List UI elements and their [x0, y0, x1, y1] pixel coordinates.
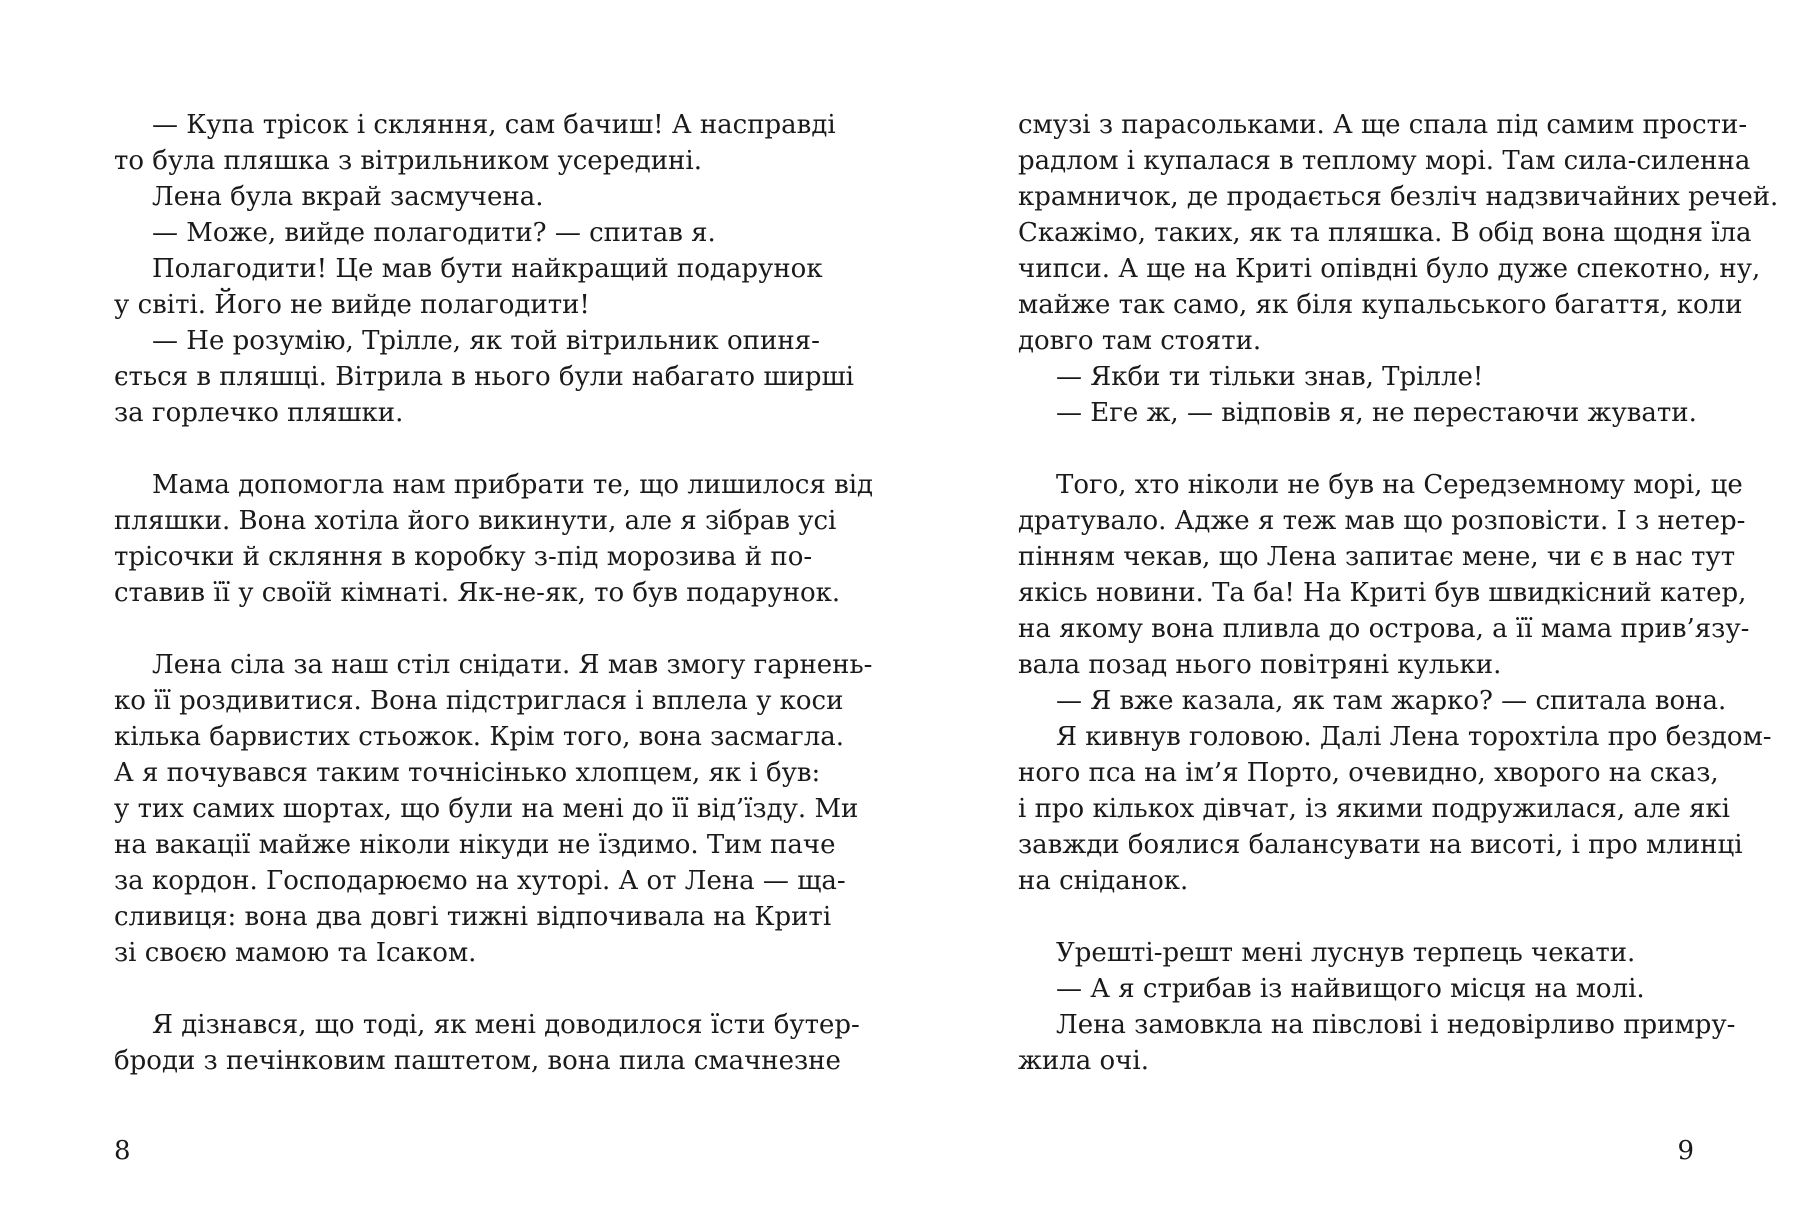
text-line: зі своєю мамою та Ісаком.	[114, 938, 477, 968]
text-line: на сніданок.	[1018, 866, 1189, 896]
text-line: кілька барвистих стьожок. Крім того, вона засмагла.	[114, 722, 844, 752]
text-line: дратувало. Адже я теж мав що розповісти. І з нетер-	[1018, 506, 1746, 536]
text-line: ставив її у своїй кімнаті. Як-не-як, то був подарунок.	[114, 578, 841, 608]
text-line: крамничок, де продається безліч надзвичайних речей.	[1018, 182, 1779, 212]
text-line: смузі з парасольками. А ще спала під самим прости-	[1018, 110, 1748, 140]
text-line: на вакації майже ніколи нікуди не їздимо. Тим паче	[114, 830, 836, 860]
left-page-text	[114, 107, 874, 1079]
text-line: — Купа трісок і скляння, сам бачиш! А насправді	[152, 110, 836, 140]
text-line: — А я стрибав із найвищого місця на молі.	[1056, 974, 1645, 1004]
text-line: у тих самих шортах, що були на мені до її від’їзду. Ми	[114, 794, 859, 824]
text-line: Полагодити! Це мав бути найкращий подарунок	[152, 254, 823, 284]
page-number: 9	[1677, 1136, 1694, 1166]
text-line: — Може, вийде полагодити? — спитав я.	[152, 218, 716, 248]
text-line: трісочки й скляння в коробку з-під морозива й по-	[114, 542, 813, 572]
text-line: Скажімо, таких, як та пляшка. В обід вона щодня їла	[1018, 218, 1752, 248]
page-number: 8	[114, 1136, 131, 1166]
text-line: — Еге ж, — відповів я, не перестаючи жувати.	[1056, 398, 1697, 428]
text-line: — Я вже казала, як там жарко? — спитала вона.	[1056, 686, 1727, 716]
paragraph-break	[114, 971, 790, 1007]
paragraph-break	[1018, 899, 1694, 935]
text-line: броди з печінковим паштетом, вона пила смачнезне	[114, 1046, 841, 1076]
text-line: — Не розумію, Трілле, як той вітрильник опиня-	[152, 326, 820, 356]
text-line: довго там стояти.	[1018, 326, 1262, 356]
text-line: і про кількох дівчат, із якими подружилася, але які	[1018, 794, 1730, 824]
text-line: за горлечко пляшки.	[114, 398, 404, 428]
text-line: вала позад нього повітряні кульки.	[1018, 650, 1502, 680]
text-line: завжди боялися балансувати на висоті, і про млинці	[1018, 830, 1743, 860]
text-line: за кордон. Господарюємо на хуторі. А от Лена — ща-	[114, 866, 846, 896]
text-line: ко її роздивитися. Вона підстриглася і вплела у коси	[114, 686, 844, 716]
text-line: Урешті-решт мені луснув терпець чекати.	[1056, 938, 1636, 968]
text-line: пляшки. Вона хотіла його викинути, але я зібрав усі	[114, 506, 837, 536]
text-line: на якому вона пливла до острова, а її мама прив’язу-	[1018, 614, 1750, 644]
text-line: то була пляшка з вітрильником усередині.	[114, 146, 702, 176]
text-line: А я почувався таким точнісінько хлопцем, як і був:	[114, 758, 821, 788]
text-line: пінням чекав, що Лена запитає мене, чи є в нас тут	[1018, 542, 1736, 572]
text-line: чипси. А ще на Криті опівдні було дуже спекотно, ну,	[1018, 254, 1761, 284]
right-page	[1018, 0, 1779, 1229]
right-page-text	[1018, 107, 1779, 1079]
text-line: жила очі.	[1018, 1046, 1149, 1076]
text-line: ється в пляшці. Вітрила в нього були набагато ширші	[114, 362, 854, 392]
paragraph-break	[114, 431, 790, 467]
text-line: Лена сіла за наш стіл снідати. Я мав змогу гарнень-	[152, 650, 873, 680]
text-line: Лена була вкрай засмучена.	[152, 182, 544, 212]
text-line: Того, хто ніколи не був на Середземному морі, це	[1056, 470, 1743, 500]
text-line: сливиця: вона два довгі тижні відпочивала на Криті	[114, 902, 832, 932]
paragraph-break	[1018, 431, 1694, 467]
text-line: якісь новини. Та ба! На Криті був швидкісний катер,	[1018, 578, 1747, 608]
text-line: Лена замовкла на півслові і недовірливо примру-	[1056, 1010, 1736, 1040]
text-line: майже так само, як біля купальського багаття, коли	[1018, 290, 1743, 320]
text-line: Я дізнався, що тоді, як мені доводилося їсти бутер-	[152, 1010, 860, 1040]
text-line: Я кивнув головою. Далі Лена торохтіла про бездом-	[1056, 722, 1772, 752]
text-line: у світі. Його не вийде полагодити!	[114, 290, 590, 320]
left-page	[114, 0, 874, 1229]
text-line: — Якби ти тільки знав, Трілле!	[1056, 362, 1484, 392]
paragraph-break	[114, 611, 790, 647]
text-line: радлом і купалася в теплому морі. Там сила-силенна	[1018, 146, 1751, 176]
text-line: ного пса на ім’я Порто, очевидно, хворого на сказ,	[1018, 758, 1719, 788]
text-line: Мама допомогла нам прибрати те, що лишилося від	[152, 470, 874, 500]
